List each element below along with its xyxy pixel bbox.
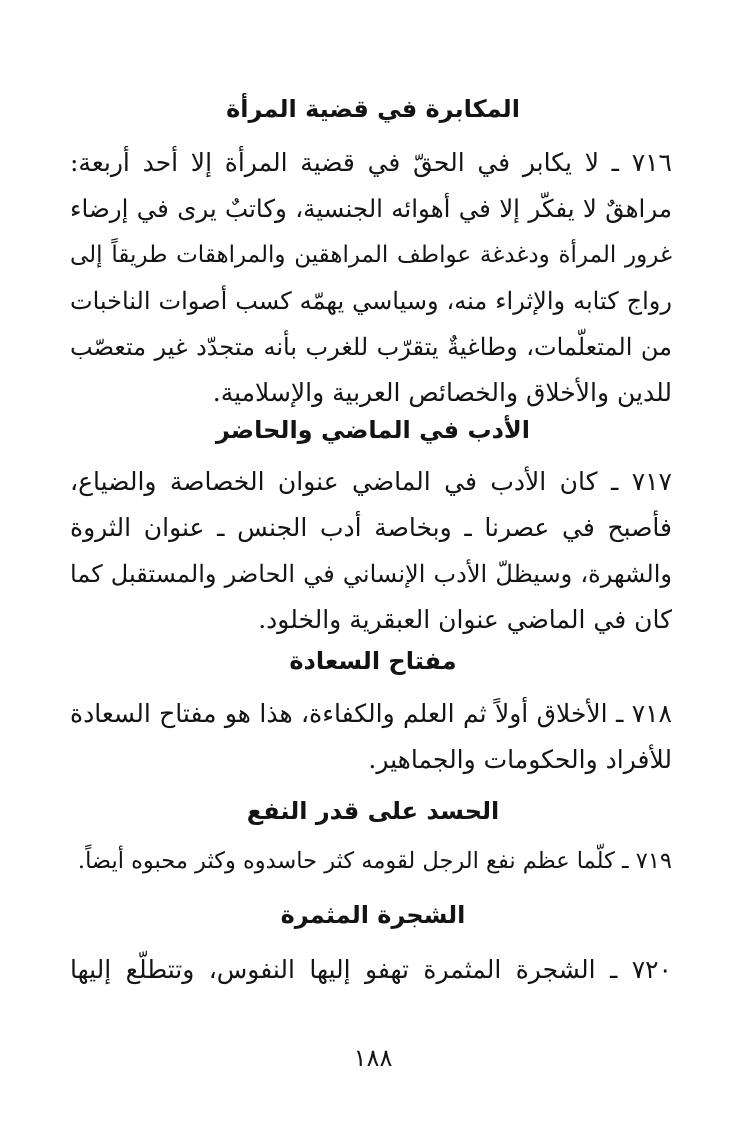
section-heading: مفتاح السعادة bbox=[289, 647, 457, 675]
text-line: والشهرة، وسيظلّ الأدب الإنساني في الحاضر والمستقبل كما bbox=[70, 560, 672, 588]
section-heading: الأدب في الماضي والحاضر bbox=[216, 416, 530, 444]
aphorism-paragraph bbox=[70, 947, 672, 993]
text-line: غرور المرأة ودغدغة عواطف المراهقين والمراهقات طريقاً إلى bbox=[70, 242, 672, 268]
aphorism-paragraph bbox=[70, 140, 672, 416]
aphorism-paragraph bbox=[70, 691, 672, 783]
aphorism-paragraph bbox=[70, 459, 672, 643]
text-line: كان في الماضي عنوان العبقرية والخلود. bbox=[258, 605, 672, 634]
text-line: فأصبح في عصرنا ـ وبخاصة أدب الجنس ـ عنوان الثروة bbox=[70, 513, 672, 542]
aphorism-paragraph bbox=[70, 838, 672, 884]
section-heading: الشجرة المثمرة bbox=[280, 901, 466, 929]
text-line: ٧١٧ ـ كان الأدب في الماضي عنوان الخصاصة والضياع، bbox=[70, 467, 672, 496]
section-heading: الحسد على قدر النفع bbox=[246, 797, 500, 825]
text-line: للدين والأخلاق والخصائص العربية والإسلامية. bbox=[212, 378, 672, 407]
text-line: ٧٢٠ ـ الشجرة المثمرة تهفو إليها النفوس، وتتطلّع إليها bbox=[70, 955, 672, 984]
text-line: للأفراد والحكومات والجماهير. bbox=[368, 745, 672, 774]
text-line: رواج كتابه والإثراء منه، وسياسي يهمّه كسب أصوات الناخبات bbox=[70, 287, 672, 315]
text-line: ٧١٩ ـ كلّما عظم نفع الرجل لقومه كثر حاسدوه وكثر محبوه أيضاً. bbox=[77, 848, 672, 874]
section-heading: المكابرة في قضية المرأة bbox=[226, 95, 520, 123]
text-line: من المتعلّمات، وطاغيةٌ يتقرّب للغرب بأنه متجدّد غير متعصّب bbox=[70, 333, 672, 361]
text-line: ٧١٨ ـ الأخلاق أولاً ثم العلم والكفاءة، هذا هو مفتاح السعادة bbox=[70, 699, 672, 728]
page-number: ١٨٨ bbox=[353, 1044, 393, 1072]
text-line: ٧١٦ ـ لا يكابر في الحقّ في قضية المرأة إلا أحد أربعة: bbox=[70, 148, 672, 177]
text-line: مراهقٌ لا يفكّر إلا في أهوائه الجنسية، وكاتبٌ يرى في إرضاء bbox=[70, 194, 672, 223]
